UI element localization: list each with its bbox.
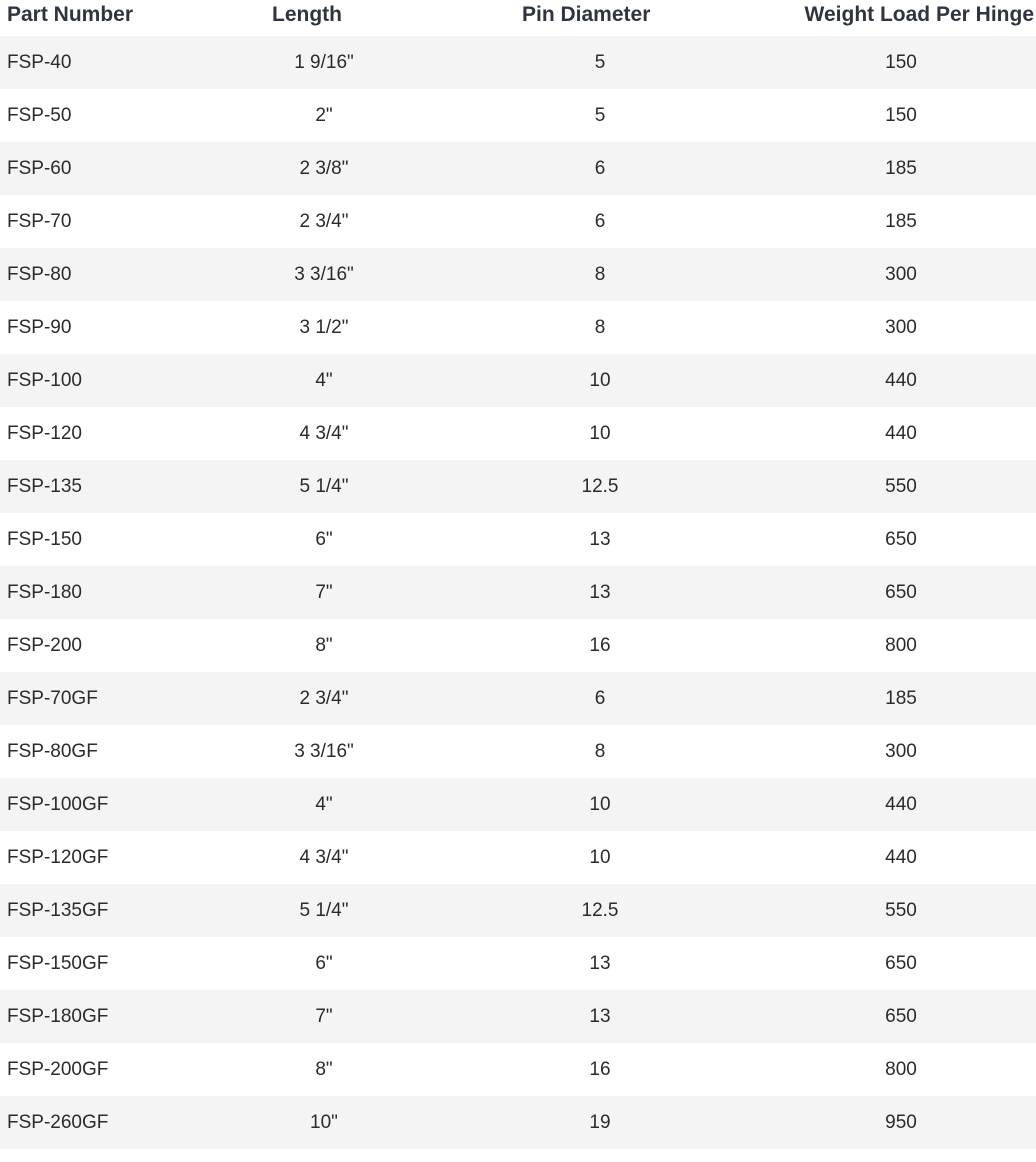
cell-length: 6" — [315, 528, 333, 550]
cell-part-number: FSP-70 — [7, 210, 72, 232]
cell-weight-load: 650 — [885, 1005, 917, 1027]
cell-part-number: FSP-90 — [7, 316, 72, 338]
table-row — [0, 831, 1036, 884]
cell-weight-load: 185 — [885, 210, 917, 232]
cell-weight-load: 550 — [885, 899, 917, 921]
cell-length: 8" — [315, 634, 333, 656]
table-row — [0, 1096, 1036, 1149]
cell-length: 1 9/16" — [294, 51, 354, 73]
table-row — [0, 248, 1036, 301]
cell-pin-diameter: 10 — [589, 422, 611, 444]
table-row — [0, 619, 1036, 672]
cell-pin-diameter: 5 — [594, 104, 606, 126]
cell-part-number: FSP-150 — [7, 528, 82, 550]
header-weight-load: Weight Load Per Hinge — [804, 3, 1034, 26]
cell-pin-diameter: 10 — [589, 793, 611, 815]
cell-length: 5 1/4" — [299, 475, 349, 497]
cell-pin-diameter: 8 — [594, 316, 606, 338]
cell-length: 4" — [315, 793, 333, 815]
cell-weight-load: 150 — [885, 104, 917, 126]
cell-part-number: FSP-150GF — [7, 952, 109, 974]
cell-length: 4 3/4" — [299, 422, 349, 444]
cell-weight-load: 300 — [885, 263, 917, 285]
cell-weight-load: 440 — [885, 369, 917, 391]
cell-part-number: FSP-50 — [7, 104, 72, 126]
cell-weight-load: 300 — [885, 740, 917, 762]
cell-pin-diameter: 6 — [594, 687, 606, 709]
cell-part-number: FSP-120GF — [7, 846, 109, 868]
table-row — [0, 672, 1036, 725]
cell-length: 2 3/4" — [299, 687, 349, 709]
table-row — [0, 937, 1036, 990]
table-row — [0, 195, 1036, 248]
cell-length: 2 3/8" — [299, 157, 349, 179]
cell-length: 10" — [310, 1111, 338, 1133]
cell-length: 7" — [315, 1005, 333, 1027]
table-row — [0, 354, 1036, 407]
cell-part-number: FSP-135GF — [7, 899, 109, 921]
cell-part-number: FSP-180GF — [7, 1005, 109, 1027]
cell-pin-diameter: 5 — [594, 51, 606, 73]
cell-weight-load: 650 — [885, 528, 917, 550]
cell-pin-diameter: 12.5 — [581, 899, 619, 921]
cell-length: 2 3/4" — [299, 210, 349, 232]
cell-part-number: FSP-60 — [7, 157, 72, 179]
cell-part-number: FSP-100 — [7, 369, 82, 391]
header-length: Length — [272, 3, 342, 26]
cell-part-number: FSP-40 — [7, 51, 72, 73]
cell-pin-diameter: 10 — [589, 369, 611, 391]
cell-weight-load: 800 — [885, 634, 917, 656]
cell-length: 3 1/2" — [299, 316, 349, 338]
table-header — [0, 0, 1036, 36]
cell-pin-diameter: 6 — [594, 157, 606, 179]
cell-pin-diameter: 13 — [589, 581, 611, 603]
table-row — [0, 89, 1036, 142]
table-row — [0, 990, 1036, 1043]
cell-weight-load: 650 — [885, 952, 917, 974]
table-row — [0, 1043, 1036, 1096]
table-row — [0, 566, 1036, 619]
cell-pin-diameter: 16 — [589, 1058, 611, 1080]
cell-pin-diameter: 19 — [589, 1111, 611, 1133]
table-row — [0, 513, 1036, 566]
cell-length: 2" — [315, 104, 333, 126]
cell-weight-load: 650 — [885, 581, 917, 603]
cell-length: 4 3/4" — [299, 846, 349, 868]
header-pin-diameter: Pin Diameter — [522, 3, 651, 26]
cell-pin-diameter: 13 — [589, 1005, 611, 1027]
cell-length: 8" — [315, 1058, 333, 1080]
table-row — [0, 407, 1036, 460]
cell-part-number: FSP-70GF — [7, 687, 98, 709]
table-row — [0, 778, 1036, 831]
header-row — [0, 0, 1036, 36]
cell-pin-diameter: 6 — [594, 210, 606, 232]
cell-part-number: FSP-120 — [7, 422, 82, 444]
cell-pin-diameter: 13 — [589, 952, 611, 974]
cell-length: 7" — [315, 581, 333, 603]
cell-length: 5 1/4" — [299, 899, 349, 921]
table-row — [0, 142, 1036, 195]
cell-weight-load: 440 — [885, 422, 917, 444]
cell-length: 4" — [315, 369, 333, 391]
header-part-number: Part Number — [7, 3, 134, 26]
cell-part-number: FSP-200 — [7, 634, 82, 656]
table-row — [0, 725, 1036, 778]
table-row — [0, 460, 1036, 513]
cell-weight-load: 550 — [885, 475, 917, 497]
cell-weight-load: 440 — [885, 793, 917, 815]
cell-pin-diameter: 8 — [594, 263, 606, 285]
cell-length: 3 3/16" — [294, 263, 354, 285]
cell-part-number: FSP-100GF — [7, 793, 109, 815]
cell-pin-diameter: 10 — [589, 846, 611, 868]
cell-part-number: FSP-180 — [7, 581, 82, 603]
cell-weight-load: 300 — [885, 316, 917, 338]
cell-part-number: FSP-80GF — [7, 740, 98, 762]
cell-pin-diameter: 8 — [594, 740, 606, 762]
cell-pin-diameter: 16 — [589, 634, 611, 656]
cell-weight-load: 800 — [885, 1058, 917, 1080]
cell-pin-diameter: 13 — [589, 528, 611, 550]
table-row — [0, 301, 1036, 354]
cell-length: 6" — [315, 952, 333, 974]
cell-part-number: FSP-260GF — [7, 1111, 109, 1133]
table-body — [0, 36, 1036, 1149]
cell-part-number: FSP-80 — [7, 263, 72, 285]
cell-weight-load: 150 — [885, 51, 917, 73]
cell-pin-diameter: 12.5 — [581, 475, 619, 497]
cell-weight-load: 185 — [885, 687, 917, 709]
cell-weight-load: 950 — [885, 1111, 917, 1133]
cell-weight-load: 185 — [885, 157, 917, 179]
cell-weight-load: 440 — [885, 846, 917, 868]
cell-length: 3 3/16" — [294, 740, 354, 762]
table-row — [0, 36, 1036, 89]
cell-part-number: FSP-135 — [7, 475, 82, 497]
table-row — [0, 884, 1036, 937]
cell-part-number: FSP-200GF — [7, 1058, 109, 1080]
